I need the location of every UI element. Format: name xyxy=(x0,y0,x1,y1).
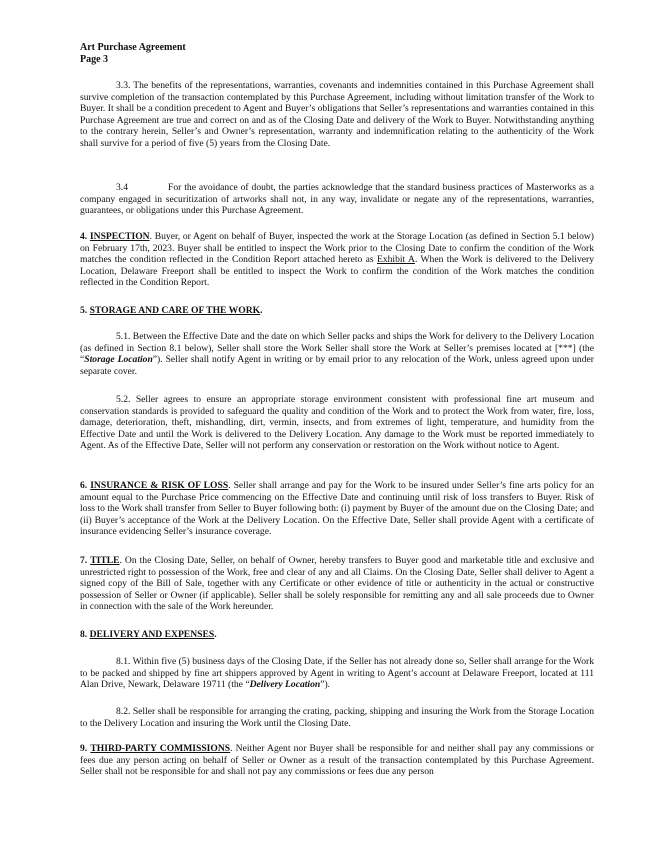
document-title: Art Purchase Agreement xyxy=(80,42,186,53)
section-5-heading xyxy=(80,305,594,317)
paragraph-8-1-text-2: ”). xyxy=(320,679,331,691)
storage-location-term: Storage Location xyxy=(84,354,153,366)
exhibit-a-reference: Exhibit A xyxy=(376,254,415,266)
section-8-end: . xyxy=(214,629,217,640)
section-4-inspection xyxy=(80,231,594,289)
section-8-number: 8. xyxy=(80,629,88,640)
paragraph-3-4 xyxy=(80,182,594,217)
section-6-text: . Seller shall arrange and pay for the Work to be insured under Seller’s fine arts policy for an amount equal to the Purchase Price commencing on the Effective Date and continuing until risk of loss transfers to Buyer. Risk of loss to the Work shall transfer from Seller to Buyer following both: (i) payment by Buyer of the amount due on the Closing Date; and (ii) Buyer’s acceptance of the Work at the Delivery Location. On the Effective Date, Seller shall provide Agent with a certificate of insurance evidencing Seller’s insurance coverage. xyxy=(80,480,594,538)
section-4-number: 4. xyxy=(80,231,88,242)
section-8-title: DELIVERY AND EXPENSES xyxy=(89,629,215,640)
section-7-title xyxy=(80,555,594,613)
paragraph-8-1-text-1: 8.1. Within five (5) business days of the Closing Date, if the Seller has not already done so, Seller shall arrange for the Work to be packed and shipped by fine art shippers approved by Agent in writing to Agent’s account at Delaware Freeport, located at 111 Alan Drive, Newark, Delaware 19711 (the “ xyxy=(80,656,594,691)
page-number: Page 3 xyxy=(80,54,109,65)
paragraph-8-1 xyxy=(80,656,594,691)
paragraph-8-2: 8.2. Seller shall be responsible for arranging the crating, packing, shipping and insuring the Work from the Storage Location to the Delivery Location and insuring the Work until the Closing Date. xyxy=(80,706,594,729)
section-5-title: STORAGE AND CARE OF THE WORK xyxy=(89,305,261,316)
section-9-commissions xyxy=(80,743,594,778)
section-6-number: 6. xyxy=(80,480,88,491)
delivery-location-term: Delivery Location xyxy=(249,679,321,691)
section-6-title: INSURANCE & RISK OF LOSS xyxy=(90,480,229,491)
section-5-number: 5. xyxy=(80,305,88,316)
section-5-end: . xyxy=(260,305,263,316)
section-4-text-2: . When the Work is delivered to the Delivery Location, Delaware Freeport shall be entitled to inspect the Work to confirm the condition of the Work matches the condition reflected in the Condition Report. xyxy=(80,254,595,289)
paragraph-5-2: 5.2. Seller agrees to ensure an appropriate storage environment consistent with professional fine art museum and conservation standards is provided to safeguard the quality and condition of the Work and to protect the Work from water, fire, loss, damage, deterioration, theft, mishandling, dirt, vermin, insects, and from extremes of light, temperature, and humidity from the Effective Date and until the Work is delivered to the Delivery Location. Any damage to the Work must be reported immediately to Agent. As of the Effective Date, Seller will not perform any conservation or restoration on the Work without notice to Agent. xyxy=(80,394,594,452)
paragraph-3-4-number: 3.4 xyxy=(116,182,128,193)
section-4-title: INSPECTION xyxy=(89,231,150,242)
section-7-heading: TITLE xyxy=(90,555,120,566)
paragraph-3-3: 3.3. The benefits of the representations, warranties, covenants and indemnities contained in this Purchase Agreement shall survive completion of the transaction contemplated by this Purchase Agreement, including without limitation transfer of the Work to Buyer. It shall be a condition precedent to Agent and Buyer’s obligations that Seller’s representations and warranties contained in this Purchase Agreement are true and correct on and as of the Closing Date and delivery of the Work to Buyer. Notwithstanding anything to the contrary herein, Seller’s and Owner’s representation, warranty and indemnification relating to the authenticity of the Work shall survive for a period of five (5) years from the Closing Date. xyxy=(80,80,594,149)
paragraph-5-1-text-2: ”). Seller shall notify Agent in writing or by email prior to any relocation of the Work, unless agreed upon under separate cover. xyxy=(80,354,594,377)
section-7-text: . On the Closing Date, Seller, on behalf of Owner, hereby transfers to Buyer good and marketable title and exclusive and unrestricted right to possession of the Work, free and clear of any and all Claims. On the Closing Date, Seller shall deliver to Agent a signed copy of the Bill of Sale, together with any Certificate or other evidence of title or authenticity in the actual or constructive possession of Seller or Owner (if applicable). Seller shall be solely responsible for remitting any and all sale proceeds due to Owner in connection with the sale of the Work hereunder. xyxy=(80,555,594,613)
section-6-insurance xyxy=(80,480,594,538)
section-7-number: 7. xyxy=(80,555,88,566)
section-8-heading xyxy=(80,629,594,641)
paragraph-3-4-text: For the avoidance of doubt, the parties acknowledge that the standard business practices of Masterworks as a company engaged in securitization of artworks shall not, in any way, invalidate or negate any of the representations, warranties, guarantees, or obligations under this Purchase Agreement. xyxy=(80,182,594,217)
section-9-title: THIRD-PARTY COMMISSIONS xyxy=(90,743,231,754)
section-9-number: 9. xyxy=(80,743,88,754)
section-4-text-1: . Buyer, or Agent on behalf of Buyer, inspected the work at the Storage Location (as defined in Section 5.1 below) on February 17th, 2023. Buyer shall be entitled to inspect the Work prior to the Closing Date to confirm the condition of the Work matches the condition reflected in the Condition Report attached hereto as xyxy=(80,231,594,266)
paragraph-5-1-text-1: 5.1. Between the Effective Date and the date on which Seller packs and ships the Work for delivery to the Delivery Location (as defined in Section 8.1 below), Seller shall store the Work Seller shall store the Work at Seller’s premises located at [***] (the “ xyxy=(80,331,594,366)
section-9-text: . Neither Agent nor Buyer shall be responsible for and neither shall pay any commissions or fees due any person acting on behalf of Seller or Owner as a result of the transaction contemplated by this Purchase Agreement. Seller shall not be responsible for and shall not pay any commissions or fees due any person xyxy=(80,743,594,778)
paragraph-5-1 xyxy=(80,331,594,377)
